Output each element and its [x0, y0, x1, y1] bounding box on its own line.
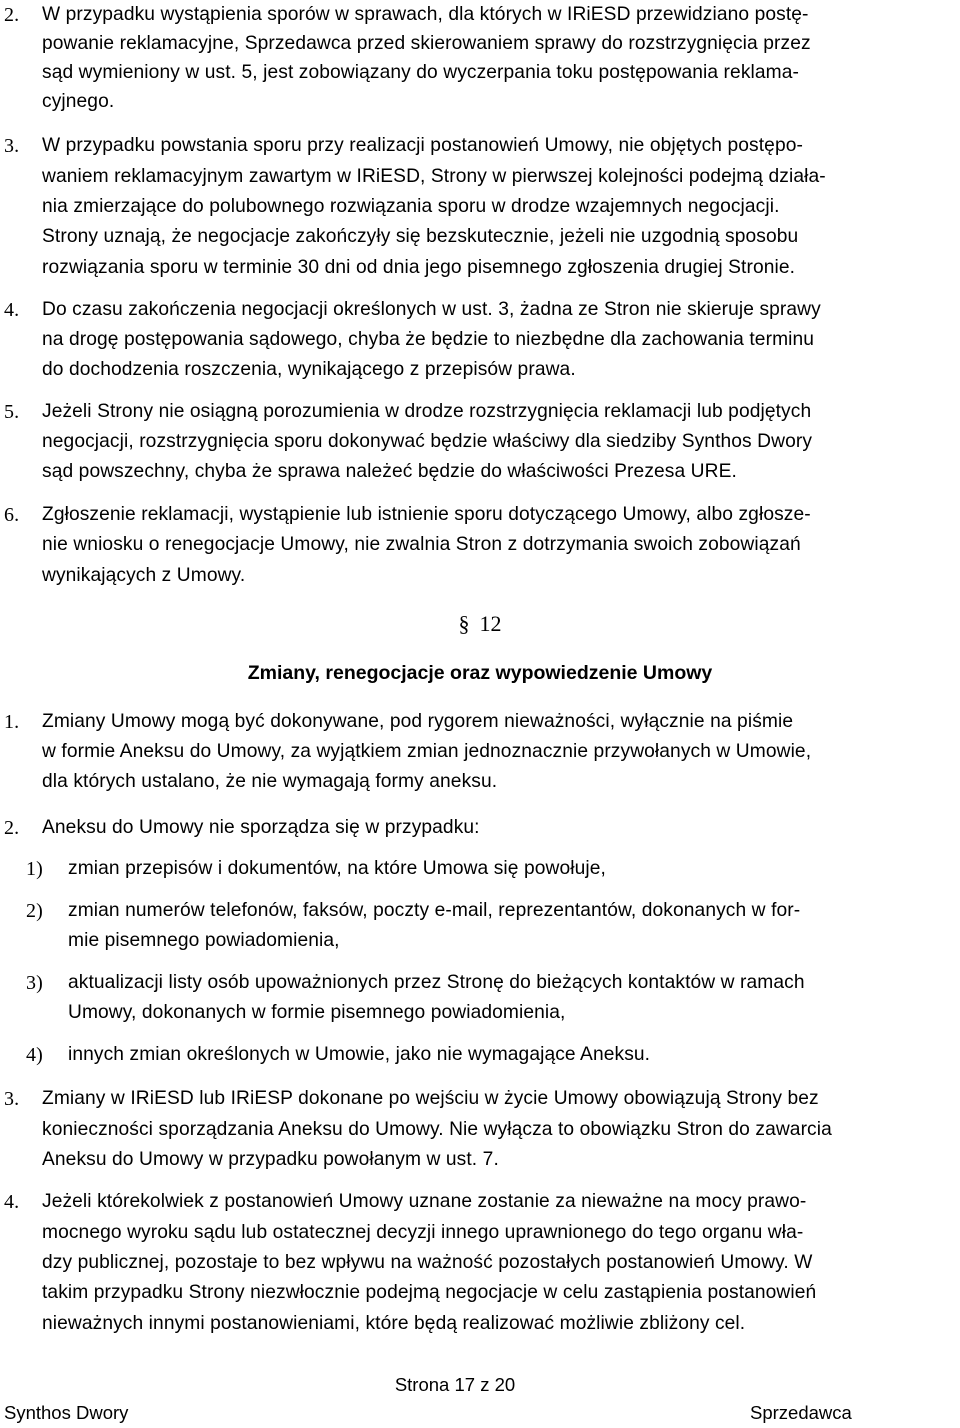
paragraph-line: W przypadku powstania sporu przy realizacji postanowień Umowy, nie objętych postępo-	[42, 135, 803, 156]
paragraph-line: Zmiany w IRiESD lub IRiESP dokonane po wejściu w życie Umowy obowiązują Strony bez	[42, 1088, 819, 1109]
paragraph-line: sąd wymieniony w ust. 5, jest zobowiązany do wyczerpania toku postępowania reklama-	[42, 62, 799, 83]
sub-item-line: Umowy, dokonanych w formie pisemnego powiadomienia,	[68, 1002, 566, 1023]
section-number-value: 12	[479, 611, 502, 636]
sub-item-number: 3)	[26, 972, 43, 994]
paragraph-line: cyjnego.	[42, 91, 115, 112]
paragraph-line: Aneksu do Umowy nie sporządza się w przypadku:	[42, 817, 480, 838]
paragraph-number: 3.	[4, 1088, 20, 1110]
paragraph-line: sąd powszechny, chyba że sprawa należeć będzie do właściwości Prezesa URE.	[42, 461, 737, 482]
sub-item-line: innych zmian określonych w Umowie, jako nie wymagające Aneksu.	[68, 1044, 651, 1065]
paragraph-number: 5.	[4, 401, 20, 423]
paragraph-line: negocjacji, rozstrzygnięcia sporu dokonywać będzie właściwy dla siedziby Synthos Dwory	[42, 431, 813, 452]
paragraph-line: Do czasu zakończenia negocjacji określonych w ust. 3, żadna ze Stron nie skieruje sprawy	[42, 299, 821, 320]
paragraph-line: na drogę postępowania sądowego, chyba że będzie to niezbędne dla zachowania terminu	[42, 329, 815, 350]
paragraph-number: 1.	[4, 711, 20, 733]
section-number	[0, 609, 960, 639]
paragraph-line: Zmiany Umowy mogą być dokonywane, pod rygorem nieważności, wyłącznie na piśmie	[42, 711, 794, 732]
paragraph-line: mocnego wyroku sądu lub ostatecznej decyzji innego uprawnionego do tego organu wła-	[42, 1222, 804, 1243]
sub-item-line: zmian numerów telefonów, faksów, poczty e-mail, reprezentantów, dokonanych w for-	[68, 900, 801, 921]
paragraph-line: W przypadku wystąpienia sporów w sprawach, dla których w IRiESD przewidziano postę-	[42, 4, 809, 25]
paragraph-line: powanie reklamacyjne, Sprzedawca przed skierowaniem sprawy do rozstrzygnięcia przez	[42, 33, 811, 54]
paragraph-line: Aneksu do Umowy w przypadku powołanym w ust. 7.	[42, 1149, 499, 1170]
paragraph-number: 2.	[4, 817, 20, 839]
page-number: Strona 17 z 20	[394, 1374, 516, 1395]
paragraph-line: rozwiązania sporu w terminie 30 dni od dnia jego pisemnego zgłoszenia drugiej Stronie.	[42, 257, 796, 278]
paragraph-line: dzy publicznej, pozostaje to bez wpływu na ważność pozostałych postanowień Umowy. W	[42, 1252, 813, 1273]
paragraph-line: nia zmierzające do polubownego rozwiązania sporu w drodze wzajemnych negocjacji.	[42, 196, 780, 217]
paragraph-number: 4.	[4, 299, 20, 321]
paragraph-number: 3.	[4, 135, 20, 157]
paragraph-line: wynikających z Umowy.	[42, 565, 246, 586]
sub-item-number: 2)	[26, 900, 43, 922]
paragraph-line: w formie Aneksu do Umowy, za wyjątkiem zmian jednoznacznie przywołanych w Umowie,	[42, 741, 812, 762]
section-symbol: §	[458, 611, 470, 636]
paragraph-line: nie wniosku o renegocjacje Umowy, nie zwalnia Stron z dotrzymania swoich zobowiązań	[42, 534, 801, 555]
paragraph-line: Jeżeli Strony nie osiągną porozumienia w drodze rozstrzygnięcia reklamacji lub podjętych	[42, 401, 812, 422]
paragraph-line: Zgłoszenie reklamacji, wystąpienie lub istnienie sporu dotyczącego Umowy, albo zgłosze-	[42, 504, 811, 525]
footer-party-right: Sprzedawca	[750, 1402, 852, 1423]
section-heading: Zmiany, renegocjacje oraz wypowiedzenie Umowy	[247, 662, 713, 684]
sub-item-number: 1)	[26, 858, 43, 880]
paragraph-number: 4.	[4, 1191, 20, 1213]
paragraph-line: takim przypadku Strony niezwłocznie podejmą negocjacje w celu zastąpienia postanowień	[42, 1282, 817, 1303]
paragraph-line: waniem reklamacyjnym zawartym w IRiESD, Strony w pierwszej kolejności podejmą działa-	[42, 166, 826, 187]
paragraph-line: Jeżeli którekolwiek z postanowień Umowy uznane zostanie za nieważne na mocy prawo-	[42, 1191, 807, 1212]
sub-item-number: 4)	[26, 1044, 43, 1066]
paragraph-line: do dochodzenia roszczenia, wynikającego z przepisów prawa.	[42, 359, 576, 380]
footer-party-left: Synthos Dwory	[4, 1402, 129, 1423]
paragraph-line: dla których ustalano, że nie wymagają formy aneksu.	[42, 771, 498, 792]
sub-item-line: mie pisemnego powiadomienia,	[68, 930, 340, 951]
sub-item-line: zmian przepisów i dokumentów, na które Umowa się powołuje,	[68, 858, 606, 879]
paragraph-line: Strony uznają, że negocjacje zakończyły się bezskutecznie, jeżeli nie uzgodnią sposobu	[42, 226, 799, 247]
paragraph-line: konieczności sporządzania Aneksu do Umowy. Nie wyłącza to obowiązku Stron do zawarcia	[42, 1119, 832, 1140]
paragraph-line: nieważnych innymi postanowieniami, które będą realizować możliwie zbliżony cel.	[42, 1313, 746, 1334]
paragraph-number: 2.	[4, 4, 20, 26]
sub-item-line: aktualizacji listy osób upoważnionych przez Stronę do bieżących kontaktów w ramach	[68, 972, 805, 993]
paragraph-number: 6.	[4, 504, 20, 526]
